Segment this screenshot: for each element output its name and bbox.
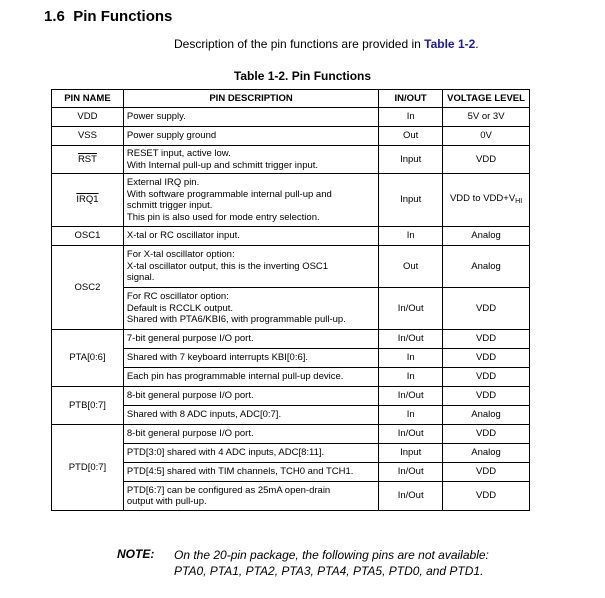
pin-name [52,174,124,227]
pin-io: In [379,349,443,368]
pin-voltage: Analog [443,406,530,425]
pin-voltage: VDD [443,482,530,511]
header-voltage-level: VOLTAGE LEVEL [443,90,530,108]
desc-line: For RC oscillator option: [126,291,229,303]
desc-line: signal. [126,272,155,284]
pin-description: X-tal or RC oscillator input. [123,227,378,246]
table-link[interactable]: Table 1-2 [424,37,476,51]
pin-io: In/Out [379,425,443,444]
pin-description: 7-bit general purpose I/O port. [123,330,378,349]
table-row [52,246,530,288]
desc-line: output with pull-up. [126,496,207,507]
pin-voltage: VDD [443,146,530,174]
pin-name [52,146,124,174]
desc-line: For X-tal oscillator option: [126,249,235,261]
pin-io: In/Out [379,463,443,482]
pin-description: PTD[4:5] shared with TIM channels, TCH0 and TCH1. [123,463,378,482]
pin-io: In/Out [379,288,443,330]
voltage-subscript: HI [515,197,523,205]
pin-io: In/Out [379,330,443,349]
pin-io: Out [379,127,443,146]
header-pin-description: PIN DESCRIPTION [123,90,378,108]
desc-line: Shared with PTA6/KBI6, with programmable pull-up. [126,314,346,326]
table-row [52,425,530,444]
intro-end: . [475,37,479,51]
intro-text: Description of the pin functions are provided in [174,37,425,51]
pin-io: In [379,108,443,127]
pin-io: Input [379,444,443,463]
pin-name-overline: IRQ1 [76,194,99,206]
intro-paragraph [174,37,479,51]
pin-voltage: Analog [443,444,530,463]
pin-description: Power supply ground [123,127,378,146]
table-row [52,174,530,227]
pin-io: Out [379,246,443,288]
table-row [52,349,530,368]
pin-io: In [379,227,443,246]
desc-line: This pin is also used for mode entry selection. [126,211,320,223]
pin-voltage: 5V or 3V [443,108,530,127]
pin-description: Shared with 7 keyboard interrupts KBI[0:6]. [123,349,378,368]
desc-line: X-tal oscillator output, this is the inverting OSC1 [126,260,329,272]
desc-line: With Internal pull-up and schmitt trigger input. [126,159,319,171]
desc-line: PTD[6:7] can be configured as 25mA open-drain [126,484,331,496]
table-row [52,387,530,406]
table-row [52,146,530,174]
table-row [52,330,530,349]
pin-io: Input [379,174,443,227]
table-row [52,227,530,246]
pin-io: In/Out [379,387,443,406]
table-row [52,127,530,146]
table-row [52,368,530,387]
pin-description: 8-bit general purpose I/O port. [123,387,378,406]
voltage-main: VDD to VDD+V [449,192,516,204]
note-text [174,547,514,579]
pin-voltage: Analog [443,227,530,246]
desc-line: RESET input, active low. [126,148,231,159]
pin-name: VSS [52,127,124,146]
desc-line: schmitt trigger input. [126,200,213,211]
note-line: PTA0, PTA1, PTA2, PTA3, PTA4, PTA5, PTD0, and PTD1. [174,564,484,578]
pin-voltage: VDD [443,349,530,368]
table-title: Table 1-2. Pin Functions [233,69,372,83]
pin-description: PTD[3:0] shared with 4 ADC inputs, ADC[8:11]. [123,444,378,463]
pin-voltage: VDD [443,387,530,406]
pin-description [123,174,378,227]
pin-io: Input [379,146,443,174]
pin-functions-table [51,89,530,511]
header-pin-name: PIN NAME [52,90,124,108]
note-line: On the 20-pin package, the following pins are not available: [174,548,489,562]
pin-io: In/Out [379,482,443,511]
pin-name-overline: $\overline{RST}$ [77,153,97,165]
pin-name: PTD[0:7] [52,425,124,511]
note-label: NOTE: [117,547,155,561]
pin-voltage [443,174,530,227]
pin-description: Each pin has programmable internal pull-up device. [123,368,378,387]
pin-voltage: VDD [443,368,530,387]
pin-voltage: VDD [443,463,530,482]
header-row [52,90,530,108]
pin-description [123,288,378,330]
pin-description [123,246,378,288]
desc-line: With software programmable internal pull-up and [126,188,332,200]
pin-description [123,146,378,174]
pin-name: VDD [52,108,124,127]
pin-description: 8-bit general purpose I/O port. [123,425,378,444]
pin-name: PTA[0:6] [52,330,124,387]
table-row [52,108,530,127]
pin-io: In [379,406,443,425]
pin-voltage: Analog [443,246,530,288]
section-number: 1.6 [44,8,65,25]
desc-line: Default is RCCLK output. [126,302,234,314]
section-title: Pin Functions [73,8,173,25]
pin-description: Power supply. [123,108,378,127]
pin-name: OSC2 [52,246,124,330]
pin-voltage: VDD [443,330,530,349]
desc-line: External IRQ pin. [126,177,200,188]
table-row [52,288,530,330]
pin-name: PTB[0:7] [52,387,124,425]
header-in-out: IN/OUT [379,90,443,108]
pin-description: Shared with 8 ADC inputs, ADC[0:7]. [123,406,378,425]
pin-voltage: VDD [443,425,530,444]
table-row [52,482,530,511]
table-row [52,444,530,463]
section-heading [44,8,172,25]
pin-description [123,482,378,511]
table-row [52,463,530,482]
pin-voltage: VDD [443,288,530,330]
table-row [52,406,530,425]
pin-io: In [379,368,443,387]
pin-voltage: 0V [443,127,530,146]
pin-name: OSC1 [52,227,124,246]
